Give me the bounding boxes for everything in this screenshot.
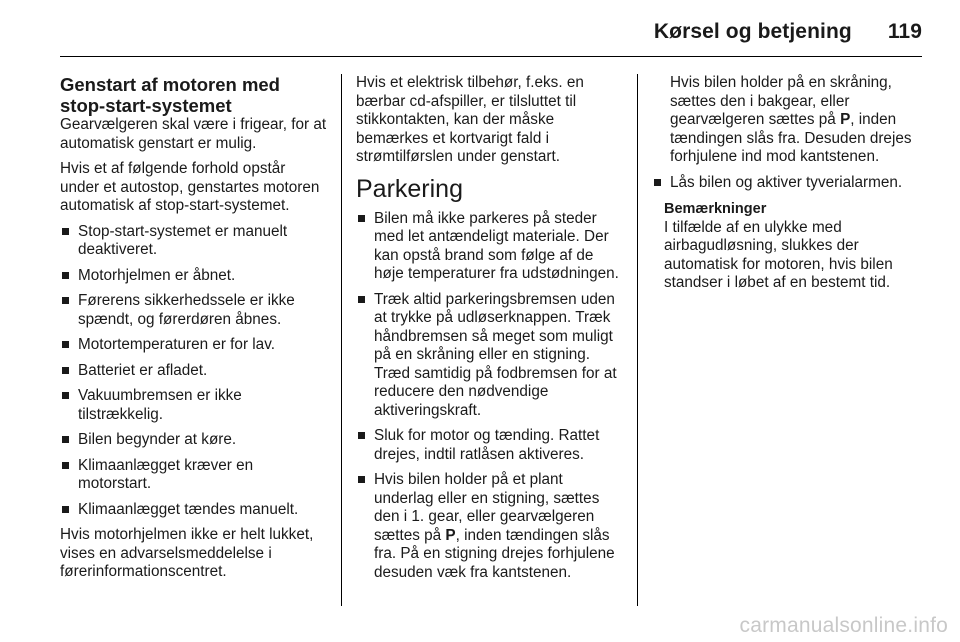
- parking-list-continued: [652, 174, 922, 193]
- page-number: 119: [887, 20, 922, 43]
- paragraph: Hvis et af følgende forhold opstår under et autostop, genstartes motoren automatisk af stop-start-systemet.: [60, 160, 320, 214]
- note-text: I tilfælde af en ulykke med airbagudløsning, slukkes der automatisk for motoren, hvis bilen standser i løbet af en bestemt tid.: [664, 218, 893, 291]
- note-heading: Bemærkninger: [664, 201, 767, 217]
- list-item: Batteriet er afladet.: [60, 362, 328, 381]
- column-divider-1: [341, 74, 342, 606]
- list-item: Klimaanlægget tændes manuelt.: [60, 501, 328, 520]
- column-1: [60, 74, 328, 589]
- list-item: Førerens sikkerhedssele er ikke spændt, og førerdøren åbnes.: [60, 292, 328, 329]
- list-item: Motortemperaturen er for lav.: [60, 336, 328, 355]
- list-item: Klimaanlægget kræver en motorstart.: [60, 457, 328, 494]
- paragraph-text: , inden tændingen slås fra. Desuden drejes forhjulene ind mod kantstenen.: [670, 111, 912, 165]
- section-heading-stop-start: Genstart af motoren med stop-start-systemet: [60, 74, 280, 116]
- paragraph-text: Hvis bilen holder på en skråning, sættes den i bakgear, eller gearvælgeren sættes på: [670, 74, 892, 128]
- column-divider-2: [637, 74, 638, 606]
- page-title: Kørsel og betjening: [653, 20, 852, 43]
- paragraph: [652, 74, 922, 167]
- header-rule: [60, 56, 922, 57]
- list-item: Lås bilen og aktiver tyverialarmen.: [652, 174, 922, 193]
- list-item-text: , inden tændingen slås fra. På en stigning drejes forhjulene desuden væk fra kantstenen.: [374, 526, 615, 581]
- watermark: carmanualsonline.info: [739, 614, 948, 637]
- gear-p-symbol: P: [840, 111, 851, 128]
- paragraph: Hvis motorhjelmen ikke er helt lukket, vises en advarselsmeddelelse i førerinformationscentret.: [60, 526, 314, 580]
- list-item: Bilen må ikke parkeres på steder med let antændeligt materiale. Der kan opstå brand som følge af de høje temperaturer fra udstødningen.: [356, 210, 624, 284]
- condition-list: [60, 223, 328, 520]
- paragraph: Gearvælgeren skal være i frigear, for at automatisk genstart er mulig.: [60, 116, 327, 152]
- column-2: [356, 74, 624, 589]
- list-item-text: Hvis bilen holder på et plant underlag eller en stigning, sættes den i 1. gear, eller gearvælgeren sættes på: [374, 471, 600, 544]
- list-item: Træk altid parkeringsbremsen uden at trykke på udløserknappen. Træk håndbremsen så meget som muligt på en skråning eller en stigning. Træd samtidig på fodbremsen for at reducere den nødvendige aktiveringskraft.: [356, 291, 624, 421]
- list-item: Vakuumbremsen er ikke tilstrækkelig.: [60, 387, 328, 424]
- note-box: [652, 200, 922, 293]
- page-header: [60, 14, 922, 50]
- gear-p-symbol: P: [445, 526, 456, 544]
- list-item: Sluk for motor og tænding. Rattet drejes, indtil ratlåsen aktiveres.: [356, 427, 624, 464]
- parking-list: [356, 210, 624, 583]
- paragraph: Hvis et elektrisk tilbehør, f.eks. en bærbar cd-afspiller, er tilsluttet til stikkontakten, kan der måske bemærkes et kortvarigt fald i strømtilførslen under genstart.: [356, 74, 584, 165]
- list-item: Stop-start-systemet er manuelt deaktiveret.: [60, 223, 328, 260]
- list-item: Bilen begynder at køre.: [60, 431, 328, 450]
- list-item: [356, 471, 624, 582]
- section-heading-parkering: Parkering: [356, 174, 463, 203]
- list-item: Motorhjelmen er åbnet.: [60, 267, 328, 286]
- column-3: [652, 74, 922, 293]
